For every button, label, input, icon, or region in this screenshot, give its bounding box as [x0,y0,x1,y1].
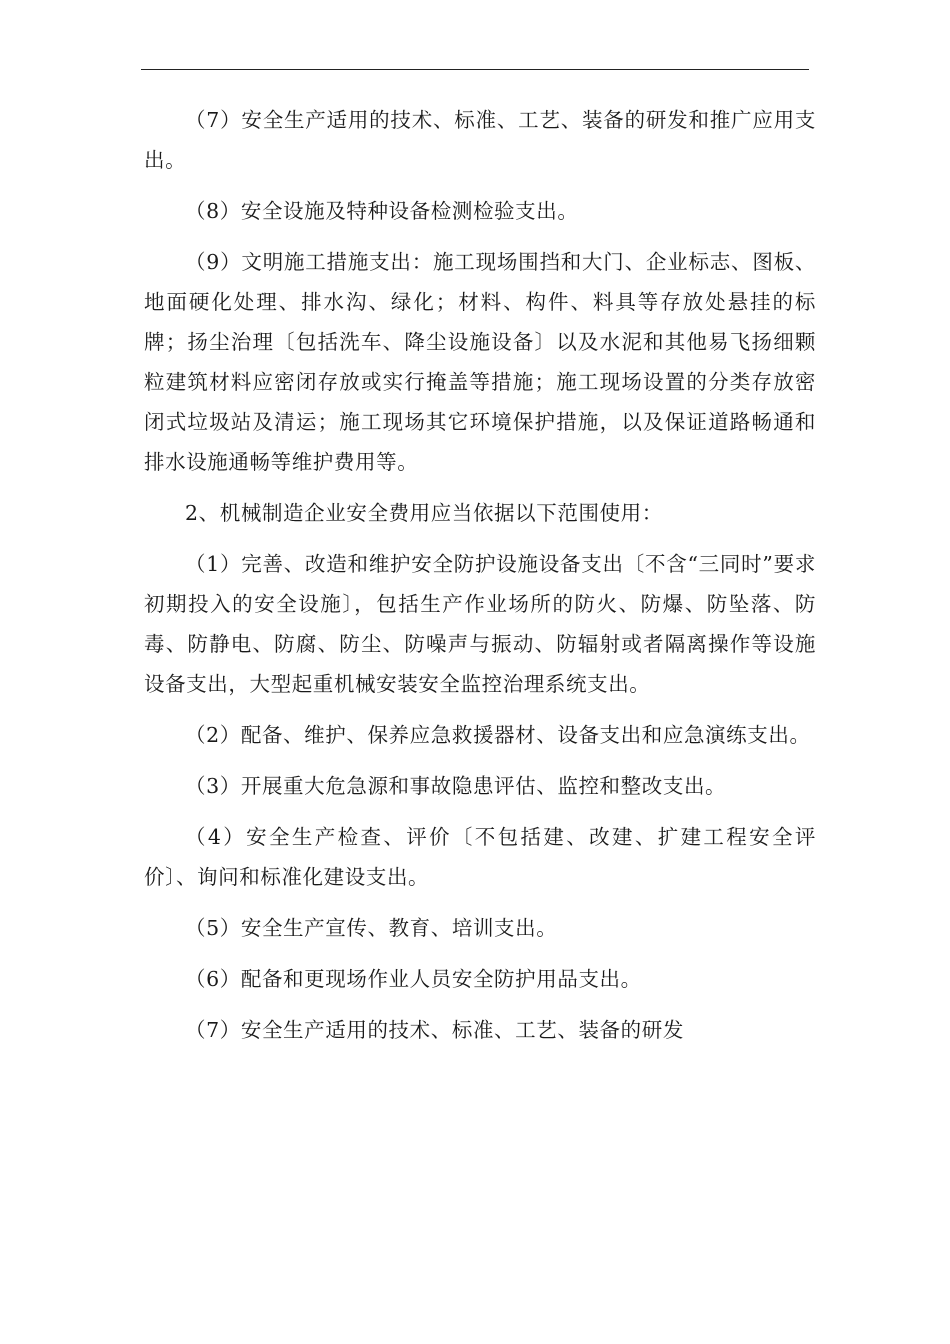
paragraph-item-6-protective-equipment: （6）配备和更现场作业人员安全防护用品支出。 [185,967,642,991]
paragraph-item-4-inspection-evaluation: （4）安全生产检查、评价〔不包括建、改建、扩建工程安全评价〕、询问和标准化建设支出。 [144,825,816,889]
paragraph-item-7-rd-promotion: （7）安全生产适用的技术、标准、工艺、装备的研发和推广应用支出。 [144,108,816,172]
paragraph-item-3-hazard-assessment: （3）开展重大危急源和事故隐患评估、监控和整改支出。 [185,774,727,798]
paragraph-item-7-rd-truncated: （7）安全生产适用的技术、标准、工艺、装备的研发 [185,1018,684,1042]
paragraph-item-2-emergency: （2）配备、维护、保养应急救援器材、设备支出和应急演练支出。 [185,723,811,747]
paragraph-item-9-civilized-construction: （9）文明施工措施支出：施工现场围挡和大门、企业标志、图板、地面硬化处理、排水沟、绿化；材料、构件、料具等存放处悬挂的标牌；扬尘治理〔包括洗车、降尘设施设备〕以及水泥和其他易飞扬细颗粒建筑材料应密闭存放或实行掩盖等措施；施工现场设置的分类存放密闭式垃圾站及清运；施工现场其它环境保护措施，以及保证道路畅通和排水设施通畅等维护费用等。 [144,250,816,474]
document-body [144,100,816,1061]
section-heading-machinery: 2、机械制造企业安全费用应当依据以下范围使用： [185,501,663,525]
paragraph-item-8-inspection: （8）安全设施及特种设备检测检验支出。 [185,199,579,223]
header-rule [141,69,809,70]
paragraph-item-1-facilities: （1）完善、改造和维护安全防护设施设备支出〔不含“三同时”要求初期投入的安全设施〕，包括生产作业场所的防火、防爆、防坠落、防毒、防静电、防腐、防尘、防噪声与振动、防辐射或者隔离操作等设施设备支出，大型起重机械安装安全监控治理系统支出。 [144,552,816,696]
paragraph-item-5-training: （5）安全生产宣传、教育、培训支出。 [185,916,558,940]
